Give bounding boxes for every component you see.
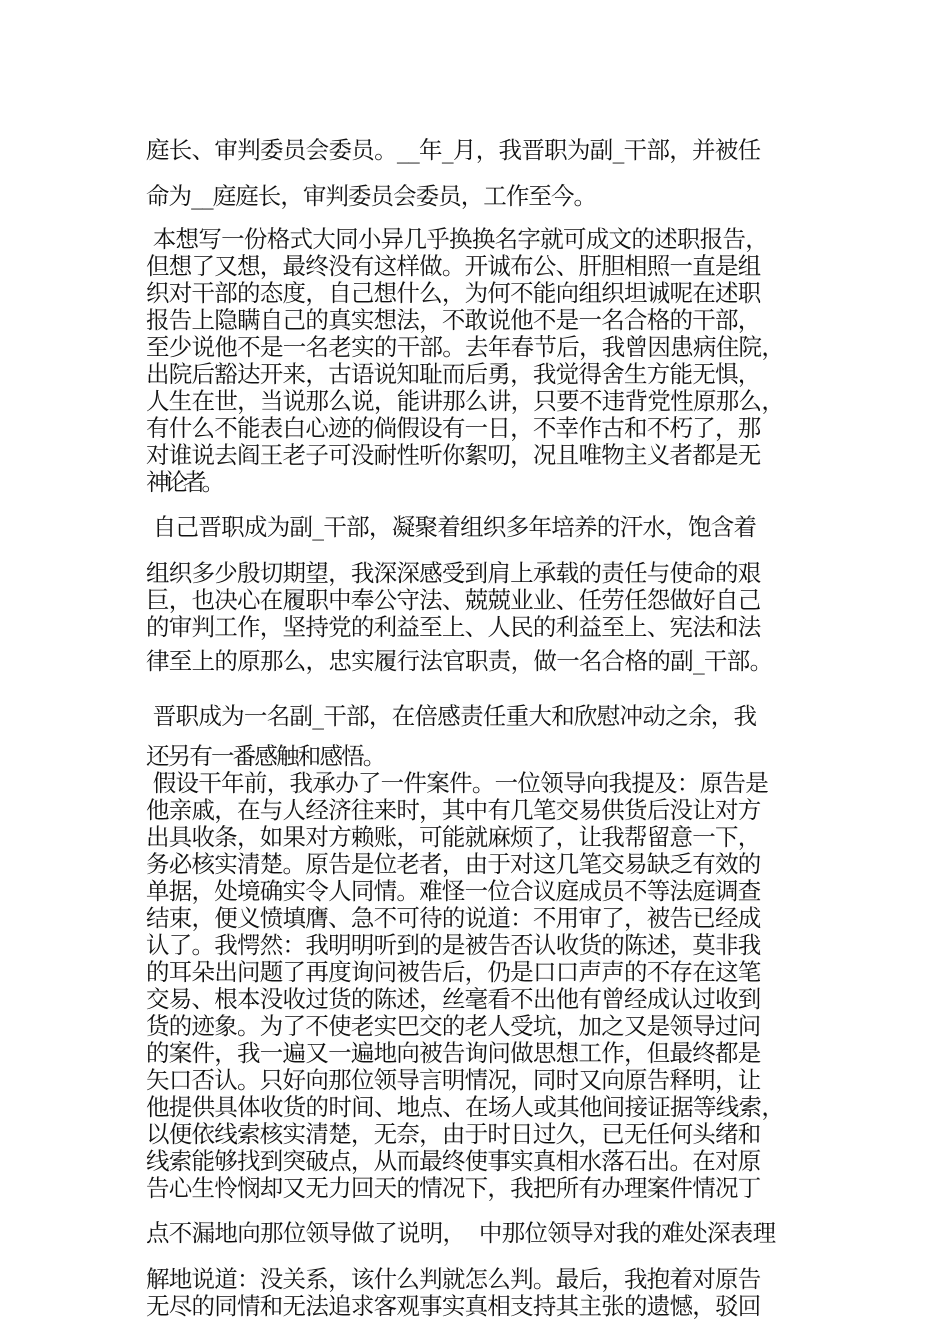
text-line: 至少说他不是一名老实的干部。去年春节后，我曾因患病住院， xyxy=(146,333,785,361)
text-line: 的审判工作，坚持党的利益至上、人民的利益至上、宪法和法 xyxy=(146,613,761,641)
text-line: 他亲戚，在与人经济往来时，其中有几笔交易供货后没让对方 xyxy=(146,796,761,824)
text-line: 认了。我愕然：我明明听到的是被告否认收货的陈述，莫非我 xyxy=(146,931,761,959)
text-line: 但想了又想，最终没有这样做。开诚布公、肝胆相照一直是组 xyxy=(146,252,761,280)
text-line: 的耳朵出问题了再度询问被告后，仍是口口声声的不存在这笔 xyxy=(146,958,761,986)
text-line: 出院后豁达开来，古语说知耻而后勇，我觉得舍生方能无惧， xyxy=(146,360,761,388)
text-line: 本想写一份格式大同小异几乎换换名字就可成文的述职报告， xyxy=(146,225,769,253)
text-line: 假设干年前，我承办了一件案件。一位领导向我提及：原告是 xyxy=(146,769,769,797)
text-line: 点不漏地向那位领导做了说明， 中那位领导对我的难处深表理 xyxy=(146,1219,776,1247)
text-line: 报告上隐瞒自己的真实想法，不敢说他不是一名合格的干部， xyxy=(146,306,761,334)
text-line: 交易、根本没收过货的陈述，丝毫看不出他有曾经成认过收到 xyxy=(146,985,761,1013)
text-line: 对谁说去阎王老子可没耐性听你絮叨，况且唯物主义者都是无 xyxy=(146,441,761,469)
text-line: 以便依线索核实清楚，无奈，由于时日过久，已无任何头绪和 xyxy=(146,1120,761,1148)
text-line: 晋职成为一名副_干部，在倍感责任重大和欣慰冲动之余，我 xyxy=(146,702,757,730)
text-line: 命为__庭庭长，审判委员会委员，工作至今。 xyxy=(146,182,597,210)
text-line: 律至上的原那么，忠实履行法官职责，做一名合格的副_干部。 xyxy=(146,647,773,675)
text-line: 自己晋职成为副_干部，凝聚着组织多年培养的汗水，饱含着 xyxy=(146,513,757,541)
text-line: 结束，便义愤填膺、急不可待的说道：不用审了，被告已经成 xyxy=(146,904,761,932)
text-line: 单据，处境确实令人同情。难怪一位合议庭成员不等法庭调查 xyxy=(146,877,761,905)
text-line: 解地说道：没关系，该什么判就怎么判。最后，我抱着对原告 xyxy=(146,1265,761,1293)
text-line: 织对干部的态度，自己想什么，为何不能向组织坦诚呢在述职 xyxy=(146,279,761,307)
text-line: 告心生怜悯却又无力回天的情况下，我把所有办理案件情况丁 xyxy=(146,1174,761,1202)
text-line: 线索能够找到突破点，从而最终使事实真相水落石出。在对原 xyxy=(146,1147,761,1175)
text-line: 神论者。 xyxy=(146,468,220,496)
text-line: 的案件，我一遍又一遍地向被告询问做思想工作，但最终都是 xyxy=(146,1039,761,1067)
text-line: 货的迹象。为了不使老实巴交的老人受坑，加之又是领导过问 xyxy=(146,1012,761,1040)
text-line: 出具收条，如果对方赖账，可能就麻烦了，让我帮留意一下， xyxy=(146,823,761,851)
text-line: 组织多少殷切期望，我深深感受到肩上承载的责任与使命的艰 xyxy=(146,559,761,587)
text-line: 巨，也决心在履职中奉公守法、兢兢业业、任劳任怨做好自己 xyxy=(146,586,761,614)
text-line: 无尽的同情和无法追求客观事实真相支持其主张的遗憾，驳回 xyxy=(146,1292,761,1320)
text-line: 人生在世，当说那么说，能讲那么讲，只要不违背党性原那么， xyxy=(146,387,785,415)
text-line: 他提供具体收货的时间、地点、在场人或其他间接证据等线索， xyxy=(146,1093,785,1121)
text-line: 庭长、审判委员会委员。__年_月，我晋职为副_干部，并被任 xyxy=(146,136,761,164)
text-line: 还另有一番感触和感悟。 xyxy=(146,742,385,770)
text-line: 有什么不能表白心迹的倘假设有一日，不幸作古和不朽了，那 xyxy=(146,414,761,442)
text-line: 矢口否认。只好向那位领导言明情况，同时又向原告释明，让 xyxy=(146,1066,761,1094)
text-line: 务必核实清楚。原告是位老者，由于对这几笔交易缺乏有效的 xyxy=(146,850,761,878)
